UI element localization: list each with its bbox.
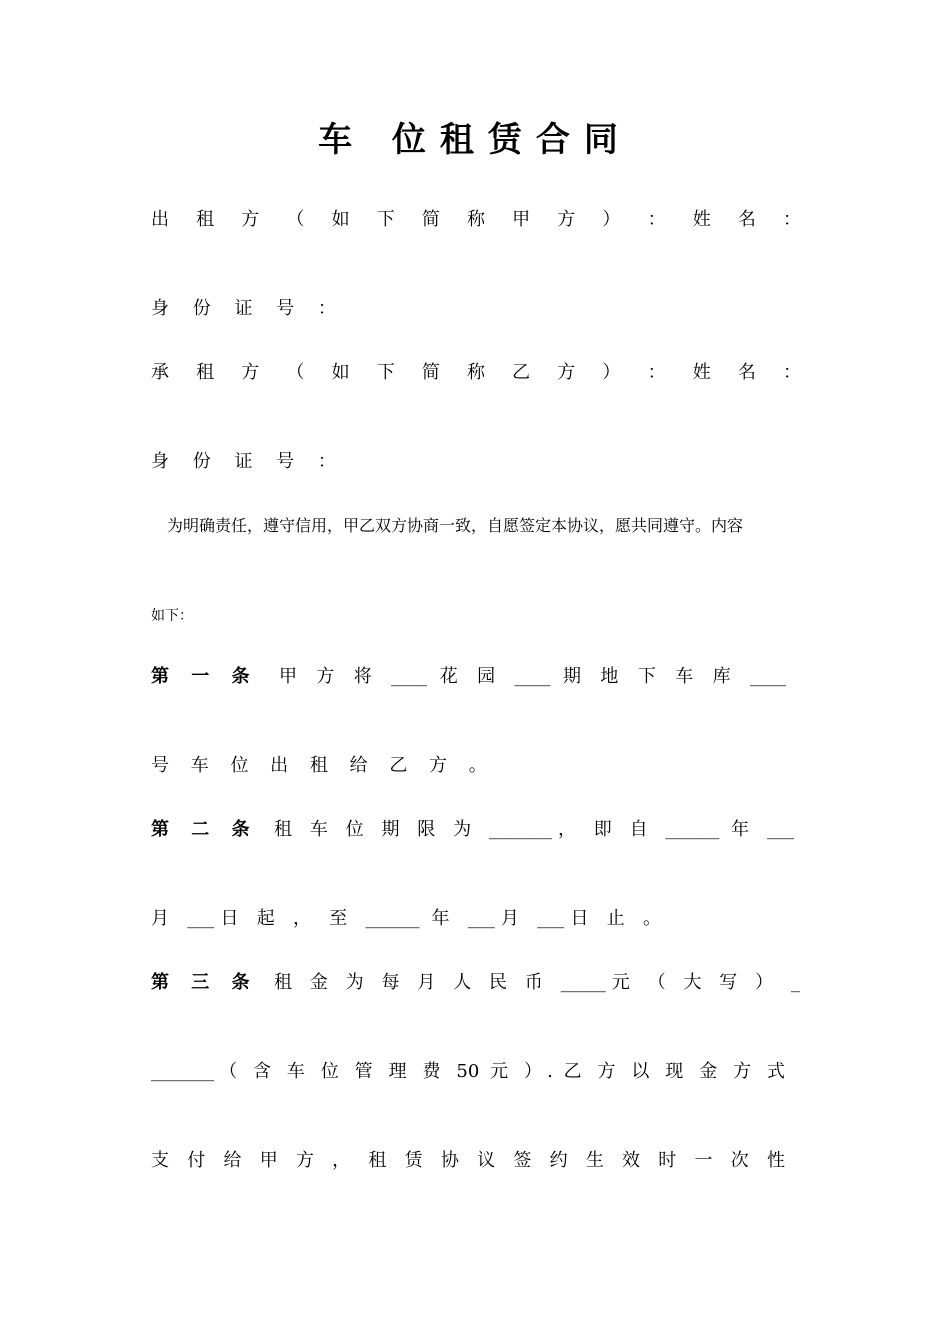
article-3-line-2: _______（ 含 车 位 管 理 费 50 元 ）. 乙 方 以 现 金 方 式 [151, 1061, 785, 1082]
article-3-label: 第 三 条 [151, 972, 258, 993]
article-1-line-1: 甲 方 将 ____ 花 园 ____ 期 地 下 车 库 ____ [279, 666, 786, 687]
article-3-line-3: 支 付 给 甲 方 ， 租 赁 协 议 签 约 生 效 时 一 次 性 [151, 1150, 785, 1171]
article-2-line-1: 租 车 位 期 限 为 _______， 即 自 ______ 年 ___ [274, 819, 794, 840]
article-2-label: 第 二 条 [151, 819, 258, 840]
lessee-id-line: 身 份 证 号 ： [151, 451, 345, 472]
lessor-id-line: 身 份 证 号 ： [151, 298, 345, 319]
article-2-line-2: 月 ___日 起 ， 至 ______ 年 ___月 ___日 止 。 [151, 908, 661, 929]
lessor-line: 出 租 方 （ 如 下 简 称 甲 方 ） ： 姓 名 ： [151, 209, 801, 230]
preamble-line: 为明确责任，遵守信用，甲乙双方协商一致，自愿签定本协议，愿共同遵守。内容 [167, 516, 744, 535]
document-title: 车 位租赁合同 [318, 120, 632, 160]
article-1-label: 第 一 条 [151, 666, 258, 687]
lessee-line: 承 租 方 （ 如 下 简 称 乙 方 ） ： 姓 名 ： [151, 362, 801, 383]
article-3-line-1: 租 金 为 每 月 人 民 币 _____元 （ 大 写 ） _ [274, 972, 800, 993]
preamble-end-line: 如下： [151, 608, 193, 624]
article-1-line-2: 号 车 位 出 租 给 乙 方 。 [151, 755, 495, 776]
